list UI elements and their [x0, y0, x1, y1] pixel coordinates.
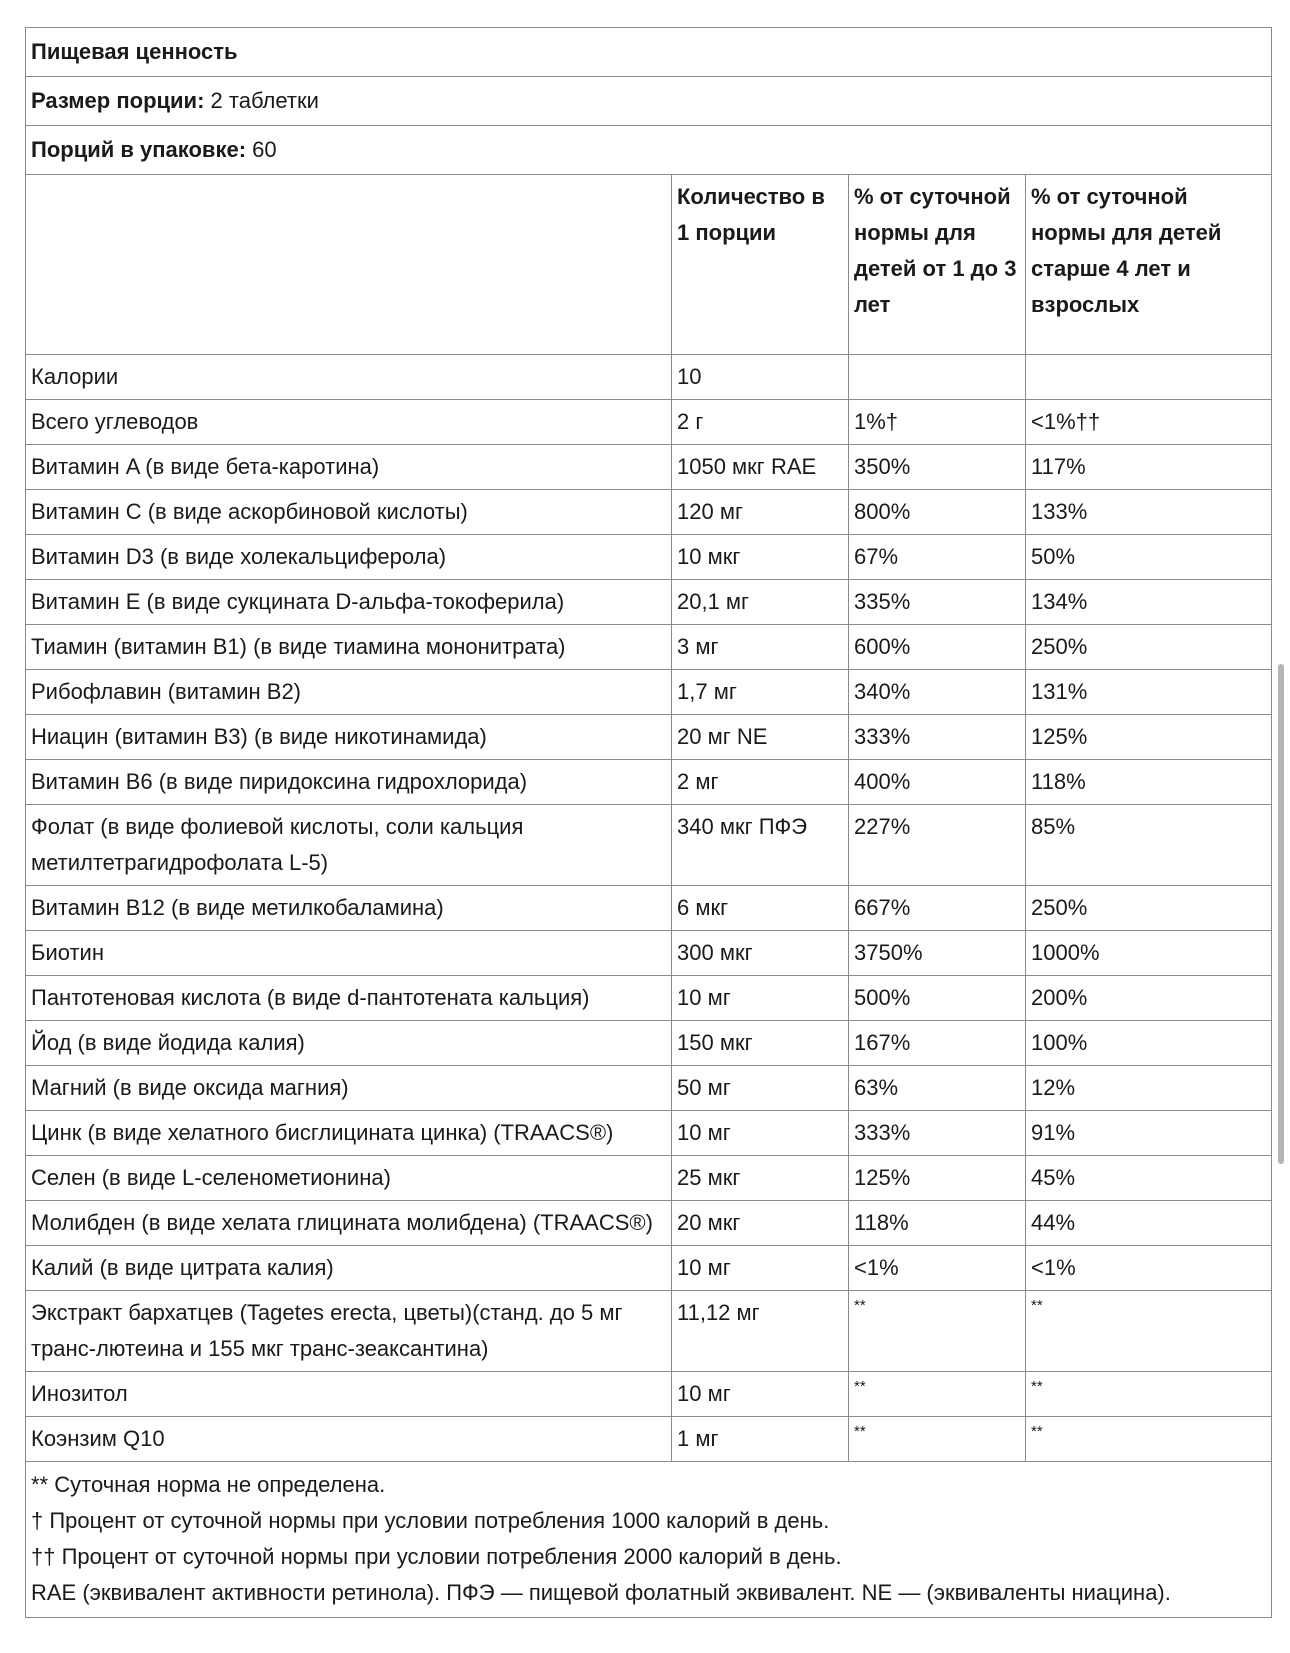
- amount-cell: 6 мкг: [672, 886, 849, 931]
- amount-cell: 10 мкг: [672, 535, 849, 580]
- dv-children-cell: 340%: [849, 670, 1026, 715]
- servings-label: Порций в упаковке:: [31, 137, 247, 162]
- footnote: †† Процент от суточной нормы при условии потребления 2000 калорий в день.: [31, 1544, 842, 1569]
- nutrient-name: Цинк (в виде хелатного бисглицината цинка) (TRAACS®): [26, 1111, 672, 1156]
- nutrient-name: Ниацин (витамин B3) (в виде никотинамида): [26, 715, 672, 760]
- nutrient-name: Биотин: [26, 931, 672, 976]
- dv-children-cell: 600%: [849, 625, 1026, 670]
- dv-children-cell: [849, 1372, 1026, 1417]
- dv-adults-cell: <1%††: [1026, 400, 1272, 445]
- dv-adults-cell: 118%: [1026, 760, 1272, 805]
- table-row: [26, 760, 1272, 805]
- nutrient-name: Селен (в виде L-селенометионина): [26, 1156, 672, 1201]
- amount-cell: 2 мг: [672, 760, 849, 805]
- amount-cell: 3 мг: [672, 625, 849, 670]
- dv-adults-cell: 134%: [1026, 580, 1272, 625]
- header-nutrient-empty: [26, 175, 672, 355]
- servings-per-container-row: [26, 126, 1272, 175]
- nutrient-name: Калории: [26, 355, 672, 400]
- dv-adults-cell: 91%: [1026, 1111, 1272, 1156]
- dv-children-cell: 350%: [849, 445, 1026, 490]
- amount-cell: 2 г: [672, 400, 849, 445]
- dv-adults-cell: 125%: [1026, 715, 1272, 760]
- dv-adults-cell: <1%: [1026, 1246, 1272, 1291]
- dv-children-cell: 400%: [849, 760, 1026, 805]
- nutrient-name: Экстракт бархатцев (Tagetes erecta, цветы)(станд. до 5 мг транс-лютеина и 155 мкг транс-зеаксантина): [26, 1291, 672, 1372]
- table-row: [26, 886, 1272, 931]
- table-row: [26, 976, 1272, 1021]
- dv-adults-cell: 117%: [1026, 445, 1272, 490]
- dv-children-cell: 167%: [849, 1021, 1026, 1066]
- dv-adults-cell: [1026, 1291, 1272, 1372]
- dv-adults-cell: 133%: [1026, 490, 1272, 535]
- dv-adults-cell: [1026, 355, 1272, 400]
- table-row: [26, 670, 1272, 715]
- nutrient-name: Инозитол: [26, 1372, 672, 1417]
- nutrient-name: Всего углеводов: [26, 400, 672, 445]
- dv-children-cell: 335%: [849, 580, 1026, 625]
- nutrient-name: Магний (в виде оксида магния): [26, 1066, 672, 1111]
- amount-cell: 11,12 мг: [672, 1291, 849, 1372]
- dv-children-cell: 333%: [849, 715, 1026, 760]
- dv-adults-cell: 85%: [1026, 805, 1272, 886]
- nutrient-name: Витамин C (в виде аскорбиновой кислоты): [26, 490, 672, 535]
- dv-adults-cell: [1026, 1372, 1272, 1417]
- footnote: RAE (эквивалент активности ретинола). ПФЭ — пищевой фолатный эквивалент. NE — (эквиваленты ниацина).: [31, 1580, 1171, 1605]
- dv-children-cell: 1%†: [849, 400, 1026, 445]
- footnotes: [26, 1462, 1272, 1618]
- dv-children-cell: 333%: [849, 1111, 1026, 1156]
- amount-cell: 50 мг: [672, 1066, 849, 1111]
- dv-children-cell: 125%: [849, 1156, 1026, 1201]
- dv-adults-cell: 45%: [1026, 1156, 1272, 1201]
- table-row: [26, 445, 1272, 490]
- nutrient-name: Молибден (в виде хелата глицината молибдена) (TRAACS®): [26, 1201, 672, 1246]
- dv-adults-cell: 12%: [1026, 1066, 1272, 1111]
- nutrient-name: Коэнзим Q10: [26, 1417, 672, 1462]
- dv-adults-cell: 44%: [1026, 1201, 1272, 1246]
- dv-children-cell: [849, 1417, 1026, 1462]
- table-row: [26, 931, 1272, 976]
- amount-cell: 1 мг: [672, 1417, 849, 1462]
- amount-cell: 10 мг: [672, 1246, 849, 1291]
- dv-children-cell: <1%: [849, 1246, 1026, 1291]
- header-dv-adults: % от суточной нормы для детей старше 4 лет и взрослых: [1026, 175, 1272, 355]
- footnote: ** Суточная норма не определена.: [31, 1472, 386, 1497]
- table-row: [26, 625, 1272, 670]
- not-established-mark: **: [854, 1297, 866, 1314]
- nutrient-name: Рибофлавин (витамин B2): [26, 670, 672, 715]
- amount-cell: 150 мкг: [672, 1021, 849, 1066]
- not-established-mark: **: [854, 1378, 866, 1395]
- nutrient-name: Витамин B12 (в виде метилкобаламина): [26, 886, 672, 931]
- table-row: [26, 1111, 1272, 1156]
- table-row: [26, 715, 1272, 760]
- dv-children-cell: 118%: [849, 1201, 1026, 1246]
- serving-size-label: Размер порции:: [31, 88, 205, 113]
- header-dv-children: % от суточной нормы для детей от 1 до 3 лет: [849, 175, 1026, 355]
- nutrient-name: Витамин E (в виде сукцината D-альфа-токоферила): [26, 580, 672, 625]
- nutrient-name: Йод (в виде йодида калия): [26, 1021, 672, 1066]
- dv-children-cell: 667%: [849, 886, 1026, 931]
- table-row: [26, 535, 1272, 580]
- column-header-row: [26, 175, 1272, 355]
- amount-cell: 300 мкг: [672, 931, 849, 976]
- table-row: [26, 1066, 1272, 1111]
- dv-adults-cell: 50%: [1026, 535, 1272, 580]
- dv-adults-cell: 1000%: [1026, 931, 1272, 976]
- footnote: † Процент от суточной нормы при условии потребления 1000 калорий в день.: [31, 1508, 830, 1533]
- table-row: [26, 1417, 1272, 1462]
- dv-children-cell: [849, 1291, 1026, 1372]
- footnotes-row: [26, 1462, 1272, 1618]
- dv-adults-cell: 250%: [1026, 886, 1272, 931]
- table-row: [26, 1021, 1272, 1066]
- serving-size-row: [26, 77, 1272, 126]
- nutrient-name: Пантотеновая кислота (в виде d-пантотената кальция): [26, 976, 672, 1021]
- table-row: [26, 1156, 1272, 1201]
- dv-adults-cell: 250%: [1026, 625, 1272, 670]
- nutrient-name: Тиамин (витамин B1) (в виде тиамина мононитрата): [26, 625, 672, 670]
- not-established-mark: **: [1031, 1423, 1043, 1440]
- dv-adults-cell: 200%: [1026, 976, 1272, 1021]
- amount-cell: 1050 мкг RAE: [672, 445, 849, 490]
- amount-cell: 1,7 мг: [672, 670, 849, 715]
- table-row: [26, 490, 1272, 535]
- table-row: [26, 355, 1272, 400]
- dv-children-cell: 67%: [849, 535, 1026, 580]
- amount-cell: 25 мкг: [672, 1156, 849, 1201]
- nutrient-name: Фолат (в виде фолиевой кислоты, соли кальция метилтетрагидрофолата L-5): [26, 805, 672, 886]
- table-row: [26, 1291, 1272, 1372]
- amount-cell: 120 мг: [672, 490, 849, 535]
- dv-children-cell: [849, 355, 1026, 400]
- not-established-mark: **: [854, 1423, 866, 1440]
- table-row: [26, 1246, 1272, 1291]
- table-row: [26, 1201, 1272, 1246]
- amount-cell: 10: [672, 355, 849, 400]
- not-established-mark: **: [1031, 1378, 1043, 1395]
- nutrient-name: Витамин A (в виде бета-каротина): [26, 445, 672, 490]
- dv-children-cell: 500%: [849, 976, 1026, 1021]
- dv-children-cell: 227%: [849, 805, 1026, 886]
- amount-cell: 20,1 мг: [672, 580, 849, 625]
- table-row: [26, 805, 1272, 886]
- amount-cell: 20 мг NE: [672, 715, 849, 760]
- dv-children-cell: 800%: [849, 490, 1026, 535]
- table-row: [26, 1372, 1272, 1417]
- not-established-mark: **: [1031, 1297, 1043, 1314]
- dv-adults-cell: [1026, 1417, 1272, 1462]
- dv-adults-cell: 100%: [1026, 1021, 1272, 1066]
- serving-size-value: 2 таблетки: [210, 88, 319, 113]
- table-row: [26, 400, 1272, 445]
- amount-cell: 10 мг: [672, 1372, 849, 1417]
- amount-cell: 20 мкг: [672, 1201, 849, 1246]
- nutrition-facts-table: [25, 27, 1272, 1618]
- vertical-scrollbar[interactable]: [1278, 664, 1284, 1164]
- table-title: Пищевая ценность: [26, 28, 1272, 77]
- title-row: [26, 28, 1272, 77]
- nutrient-name: Калий (в виде цитрата калия): [26, 1246, 672, 1291]
- servings-value: 60: [252, 137, 277, 162]
- nutrient-name: Витамин D3 (в виде холекальциферола): [26, 535, 672, 580]
- nutrient-name: Витамин B6 (в виде пиридоксина гидрохлорида): [26, 760, 672, 805]
- dv-adults-cell: 131%: [1026, 670, 1272, 715]
- table-row: [26, 580, 1272, 625]
- amount-cell: 340 мкг ПФЭ: [672, 805, 849, 886]
- dv-children-cell: 3750%: [849, 931, 1026, 976]
- amount-cell: 10 мг: [672, 1111, 849, 1156]
- amount-cell: 10 мг: [672, 976, 849, 1021]
- header-amount: Количество в 1 порции: [672, 175, 849, 355]
- dv-children-cell: 63%: [849, 1066, 1026, 1111]
